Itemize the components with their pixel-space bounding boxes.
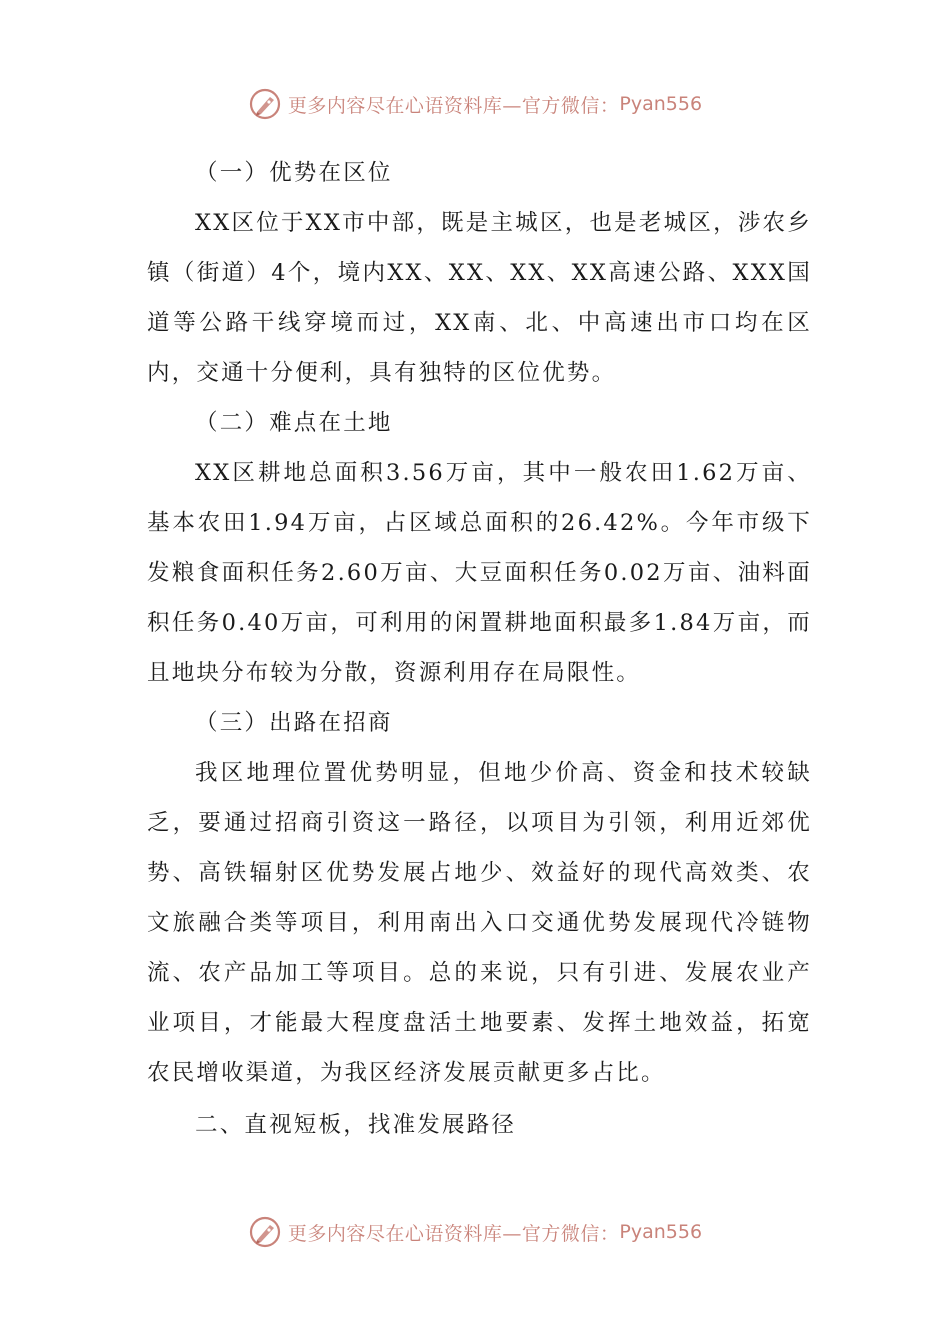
pen-nib-logo-icon (248, 87, 282, 121)
section-heading-3: （三）出路在招商 (195, 710, 393, 736)
watermark-text: 更多内容尽在心语资料库—官方微信： (287, 94, 620, 117)
watermark-footer (0, 1212, 950, 1252)
watermark-header (0, 84, 950, 124)
section-heading-1: （一）优势在区位 (195, 160, 393, 186)
section-heading-2: （二）难点在土地 (195, 410, 393, 436)
section-paragraph-2: XX区耕地总面积3.56万亩，其中一般农田1.62万亩、基本农田1.94万亩，占区域总面积的26.42%。今年市级下发粮食面积任务2.60万亩、大豆面积任务0.02万亩、油料面积任务0.40万亩，可利用的闲置耕地面积最多1.84万亩，而且地块分布较为分散，资源利用存在局限性。 (147, 460, 812, 686)
watermark-text: 更多内容尽在心语资料库—官方微信： (287, 1222, 620, 1245)
section-paragraph-3: 我区地理位置优势明显，但地少价高、资金和技术较缺乏，要通过招商引资这一路径，以项目为引领，利用近郊优势、高铁辐射区优势发展占地少、效益好的现代高效类、农文旅融合类等项目，利用南出入口交通优势发展现代冷链物流、农产品加工等项目。总的来说，只有引进、发展农业产业项目，才能最大程度盘活土地要素、发挥土地效益，拓宽农民增收渠道，为我区经济发展贡献更多占比。 (147, 760, 812, 1086)
section-paragraph-1: XX区位于XX市中部，既是主城区，也是老城区，涉农乡镇（街道）4个，境内XX、XX、XX、XX高速公路、XXX国道等公路干线穿境而过，XX南、北、中高速出市口均在区内，交通十分便利，具有独特的区位优势。 (147, 210, 812, 386)
watermark-wechat-id: Pyan556 (619, 93, 703, 115)
document-body (147, 148, 812, 1150)
chapter-heading-2: 二、直视短板，找准发展路径 (195, 1112, 517, 1138)
watermark-wechat-id: Pyan556 (619, 1221, 703, 1243)
pen-nib-logo-icon (248, 1215, 282, 1249)
